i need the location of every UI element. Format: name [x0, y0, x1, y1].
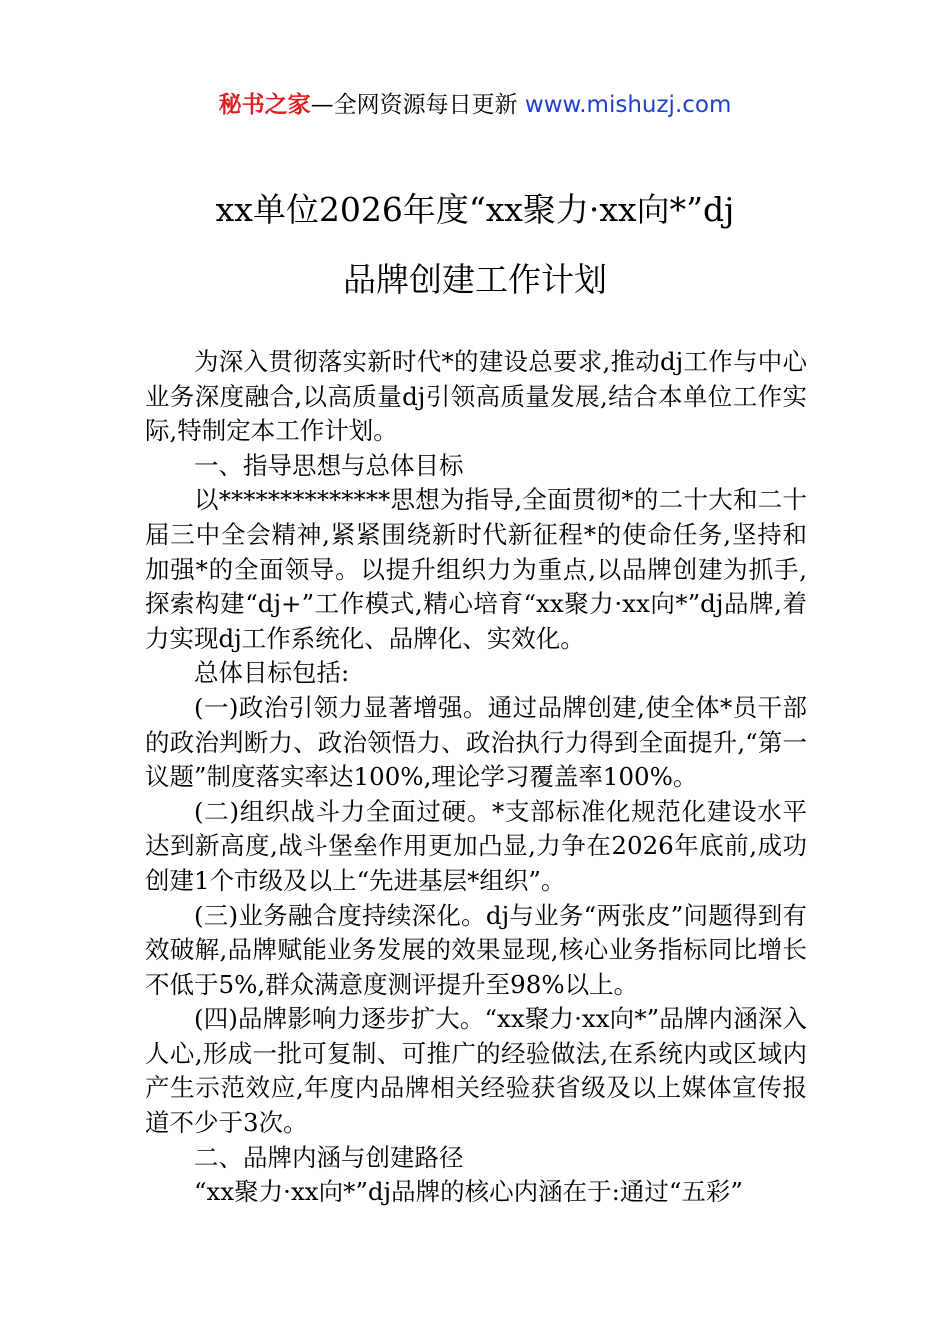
goal-item-4: (四)品牌影响力逐步扩大。“xx聚力·xx向*”品牌内涵深入人心,形成一批可复制、可推广的经验做法,在系统内或区域内产生示范效应,年度内品牌相关经验获省级及以上媒体宣传报道不少于3次。 — [145, 1004, 807, 1138]
goal-item-2: (二)组织战斗力全面过硬。*支部标准化规范化建设水平达到新高度,战斗堡垒作用更加凸显,力争在2026年底前,成功创建1个市级及以上“先进基层*组织”。 — [145, 796, 807, 895]
guiding-ideology-paragraph: 以**************思想为指导,全面贯彻*的二十大和二十届三中全会精神,紧紧围绕新时代新征程*的使命任务,坚持和加强*的全面领导。以提升组织力为重点,以品牌创建为抓手,探索构建“dj+”工作模式,精心培育“xx聚力·xx向*”dj品牌,着力实现dj工作系统化、品牌化、实效化。 — [145, 485, 807, 653]
site-url-link[interactable]: www.mishuzj.com — [524, 92, 732, 118]
document-title-line-1: xx单位2026年度“xx聚力·xx向*”dj — [215, 190, 735, 229]
site-header — [0, 90, 950, 120]
goal-item-3: (三)业务融合度持续深化。dj与业务“两张皮”问题得到有效破解,品牌赋能业务发展的效果显现,核心业务指标同比增长不低于5%,群众满意度测评提升至98%以上。 — [145, 900, 807, 999]
section-heading-2: 二、品牌内涵与创建路径 — [194, 1142, 464, 1172]
brand-connotation-paragraph: “xx聚力·xx向*”dj品牌的核心内涵在于:通过“五彩” — [194, 1177, 743, 1207]
goal-item-1: (一)政治引领力显著增强。通过品牌创建,使全体*员干部的政治判断力、政治领悟力、政治执行力得到全面提升,“第一议题”制度落实率达100%,理论学习覆盖率100%。 — [145, 692, 807, 792]
goals-intro-paragraph: 总体目标包括: — [194, 658, 350, 688]
section-heading-1: 一、指导思想与总体目标 — [194, 450, 464, 480]
document-body — [145, 345, 807, 1210]
intro-paragraph: 为深入贯彻落实新时代*的建设总要求,推动dj工作与中心业务深度融合,以高质量dj引领高质量发展,结合本单位工作实际,特制定本工作计划。 — [145, 347, 807, 446]
document-title-line-2: 品牌创建工作计划 — [343, 260, 607, 299]
site-tagline: —全网资源每日更新 — [310, 92, 518, 118]
site-brand: 秘书之家 — [218, 92, 311, 118]
